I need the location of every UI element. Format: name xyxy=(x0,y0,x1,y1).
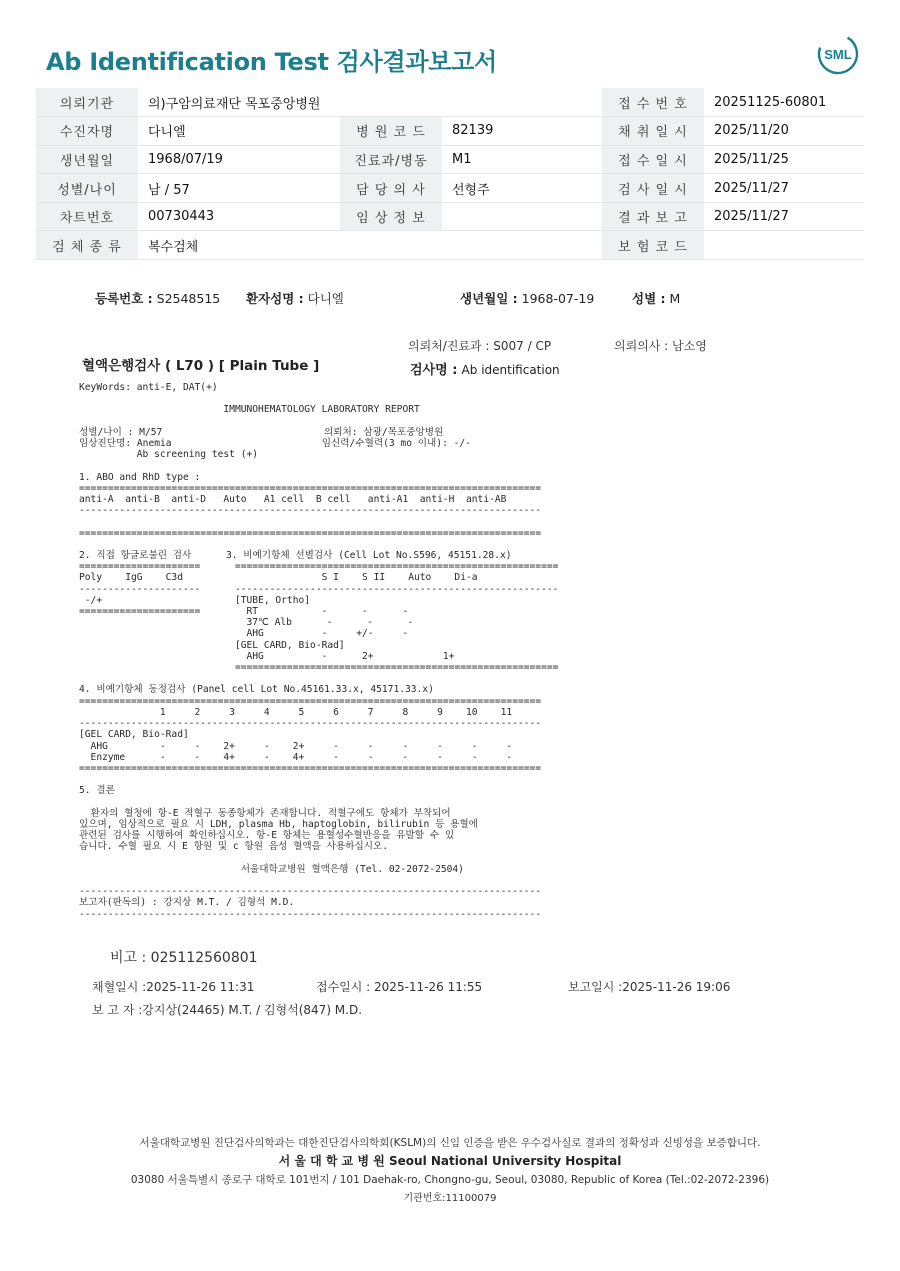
info-value: M1 xyxy=(442,145,602,174)
birth-date: 생년월일 : 1968-07-19 xyxy=(460,291,595,306)
info-label: 성별/나이 xyxy=(36,174,138,203)
sml-logo xyxy=(816,32,860,76)
sex: 성별 : M xyxy=(632,291,681,306)
info-value: 2025/11/25 xyxy=(704,145,864,174)
footer-hospital: 서 울 대 학 교 병 원 Seoul National University Hospital xyxy=(278,1154,622,1168)
report-datetime: 보고일시 :2025-11-26 19:06 xyxy=(568,980,731,994)
patient-info-table xyxy=(36,88,864,260)
info-label: 의뢰기관 xyxy=(36,88,138,117)
info-value: 의)구암의료재단 목포중앙병원 xyxy=(138,88,602,117)
test-label: 혈액은행검사 ( L70 ) [ Plain Tube ] xyxy=(82,358,320,374)
info-label: 보 험 코 드 xyxy=(602,231,704,260)
info-label: 병 원 코 드 xyxy=(340,117,442,146)
info-label: 임 상 정 보 xyxy=(340,202,442,231)
info-row xyxy=(36,145,864,174)
logo-text: SML xyxy=(824,47,852,62)
lab-report-body: KeyWords: anti-E, DAT(+) IMMUNOHEMATOLOGY LABORATORY REPORT 성별/나이 : M/57 의뢰처: 삼광/목포중앙병원 임상진단명: Anemia 임신력/수혈력(3 mo 이내): -/- Ab screening test (+) 1. ABO and RhD type : ================================================================================ anti-A anti-B anti-D Auto A1 cell B cell anti-A1 anti-H anti-AB -------------------------------------------------------------------------------- ================================================================================ 2. 직접 항글로불린 검사 3. 비예기항체 선별검사 (Cell Lot No.S596, 45151.28.x) ===================== ======================================================== Poly IgG C3d S I S II Auto Di-a --------------------- -------------------------------------------------------- -/+ [TUBE, Ortho] ===================== RT - - - 37℃ Alb - - - AHG - +/- - [GEL CARD, Bio-Rad] AHG - 2+ 1+ ======================================================== 4. 비예기항체 동정검사 (Panel cell Lot No.45161.33.x, 45171.33.x) ================================================================================ 1 2 3 4 5 6 7 8 9 10 11 -------------------------------------------------------------------------------- [GEL CARD, Bio-Rad] AHG - - 2+ - 2+ - - - - - - Enzyme - - 4+ - 4+ - - - - - - ================================================================================ 5. 결론 환자의 혈청에 항-E 적혈구 동종항체가 존재합니다. 적혈구에도 항체가 부착되어 있으며, 임상적으로 필요 시 LDH, plasma Hb, haptoglobin, bilirubin 등 용혈에 관련된 검사를 시행하여 확인하십시오. 항-E 항체는 용혈성수혈반응을 유발할 수 있 습니다. 수혈 필요 시 E 항원 및 c 항원 음성 혈액을 사용하십시오. 서울대학교병원 혈액은행 (Tel. 02-2072-2504) -------------------------------------------------------------------------------- 보고자(판독의) : 강지상 M.T. / 김형석 M.D. -------------------------------------------------------------------------------- xyxy=(79,382,559,920)
info-label: 담 당 의 사 xyxy=(340,174,442,203)
test-name: 검사명 : Ab identification xyxy=(410,363,560,378)
info-label: 채 취 일 시 xyxy=(602,117,704,146)
info-label: 수진자명 xyxy=(36,117,138,146)
info-row xyxy=(36,88,864,117)
info-value: 다니엘 xyxy=(138,117,340,146)
info-value: 82139 xyxy=(442,117,602,146)
request-doctor: 의뢰의사 : 남소영 xyxy=(614,339,707,353)
info-row xyxy=(36,231,864,260)
info-value xyxy=(704,231,864,260)
footer-institution-code: 기관번호:11100079 xyxy=(403,1193,497,1204)
info-row xyxy=(36,117,864,146)
info-value: 남 / 57 xyxy=(138,174,340,203)
info-label: 검 체 종 류 xyxy=(36,231,138,260)
info-row xyxy=(36,174,864,203)
info-label: 접 수 일 시 xyxy=(602,145,704,174)
remark: 비고 : 025112560801 xyxy=(110,950,258,966)
footer-address: 03080 서울특별시 종로구 대학로 101번지 / 101 Daehak-ro, Chongno-gu, Seoul, 03080, Republic of Korea (Tel.:02-2072-2396) xyxy=(130,1174,770,1186)
info-value: 00730443 xyxy=(138,202,340,231)
info-label: 진료과/병동 xyxy=(340,145,442,174)
info-value: 1968/07/19 xyxy=(138,145,340,174)
info-value: 2025/11/20 xyxy=(704,117,864,146)
info-label: 결 과 보 고 xyxy=(602,202,704,231)
info-value xyxy=(442,202,602,231)
info-label: 차트번호 xyxy=(36,202,138,231)
request-department: 의뢰처/진료과 : S007 / CP xyxy=(408,339,552,353)
info-value: 선형주 xyxy=(442,174,602,203)
info-value: 복수검체 xyxy=(138,231,602,260)
reporter: 보 고 자 :강지상(24465) M.T. / 김형석(847) M.D. xyxy=(92,1003,363,1017)
patient-name: 환자성명 : 다니엘 xyxy=(246,291,344,306)
info-value: 2025/11/27 xyxy=(704,174,864,203)
collect-datetime: 채혈일시 :2025-11-26 11:31 xyxy=(92,980,255,994)
footer-certification: 서울대학교병원 진단검사의학과는 대한진단검사의학회(KSLM)의 신임 인증을 받은 우수검사실로 결과의 정확성과 신빙성을 보증합니다. xyxy=(139,1137,761,1149)
report-title: Ab Identification Test 검사결과보고서 xyxy=(46,48,497,76)
registration-number: 등록번호 : S2548515 xyxy=(95,291,221,306)
info-row xyxy=(36,202,864,231)
receive-datetime: 접수일시 : 2025-11-26 11:55 xyxy=(316,980,483,994)
info-label: 생년월일 xyxy=(36,145,138,174)
info-label: 검 사 일 시 xyxy=(602,174,704,203)
info-value: 20251125-60801 xyxy=(704,88,864,117)
info-label: 접 수 번 호 xyxy=(602,88,704,117)
info-value: 2025/11/27 xyxy=(704,202,864,231)
